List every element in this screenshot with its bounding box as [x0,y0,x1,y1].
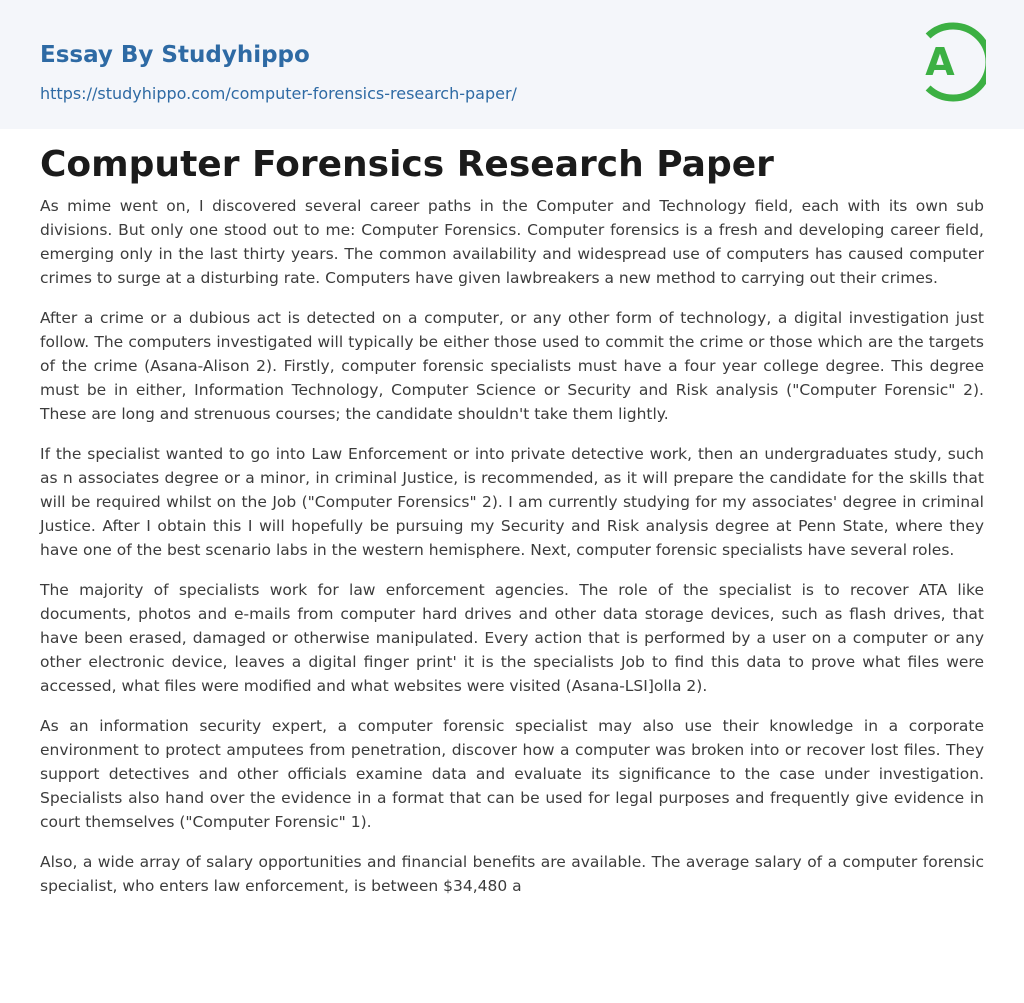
paragraph-6: Also, a wide array of salary opportunities and financial benefits are available. The average salary of a computer forensic specialist, who enters law enforcement, is between $34,480 a [40,853,984,895]
essay-url-link[interactable]: https://studyhippo.com/computer-forensics-research-paper/ [40,84,517,103]
page-title: Computer Forensics Research Paper [40,144,774,185]
site-brand[interactable]: Essay By Studyhippo [40,42,310,68]
paragraph-5: As an information security expert, a computer forensic specialist may also use their knowledge in a corporate environment to protect amputees from penetration, discover how a computer was broken into or recover lost files. They support detectives and other officials examine data and evaluate its significance to the case under investigation. Specialists also hand over the evidence in a format that can be used for legal purposes and frequently give evidence in court themselves ("Computer Forensic" 1). [40,717,984,831]
logo-a-circle-icon[interactable] [912,19,986,105]
article-body [40,194,984,914]
paragraph-3: If the specialist wanted to go into Law Enforcement or into private detective work, then an undergraduates study, such as n associates degree or a minor, in criminal Justice, is recommended, as it will prepare the candidate for the skills that will be required whilst on the Job ("Computer Forensics" 2). I am currently studying for my associates' degree in criminal Justice. After I obtain this I will hopefully be pursuing my Security and Risk analysis degree at Penn State, where they have one of the best scenario labs in the western hemisphere. Next, computer forensic specialists have several roles. [40,445,984,559]
paragraph-1: As mime went on, I discovered several career paths in the Computer and Technology field, each with its own sub divisions. But only one stood out to me: Computer Forensics. Computer forensics is a fresh and developing career field, emerging only in the last thirty years. The common availability and widespread use of computers has caused computer crimes to surge at a disturbing rate. Computers have given lawbreakers a new method to carrying out their crimes. [40,197,984,287]
paragraph-4: The majority of specialists work for law enforcement agencies. The role of the specialist is to recover ATA like documents, photos and e-mails from computer hard drives and other data storage devices, such as flash drives, that have been erased, damaged or otherwise manipulated. Every action that is performed by a user on a computer or any other electronic device, leaves a digital finger print' it is the specialists Job to find this data to prove what files were accessed, what files were modified and what websites were visited (Asana-LSI]olla 2). [40,581,984,695]
site-header [0,0,1024,129]
logo-letter: A [925,40,955,84]
paragraph-2: After a crime or a dubious act is detected on a computer, or any other form of technology, a digital investigation just follow. The computers investigated will typically be either those used to commit the crime or those which are the targets of the crime (Asana-Alison 2). Firstly, computer forensic specialists must have a four year college degree. This degree must be in either, Information Technology, Computer Science or Security and Risk analysis ("Computer Forensic" 2). These are long and strenuous courses; the candidate shouldn't take them lightly. [40,309,984,423]
